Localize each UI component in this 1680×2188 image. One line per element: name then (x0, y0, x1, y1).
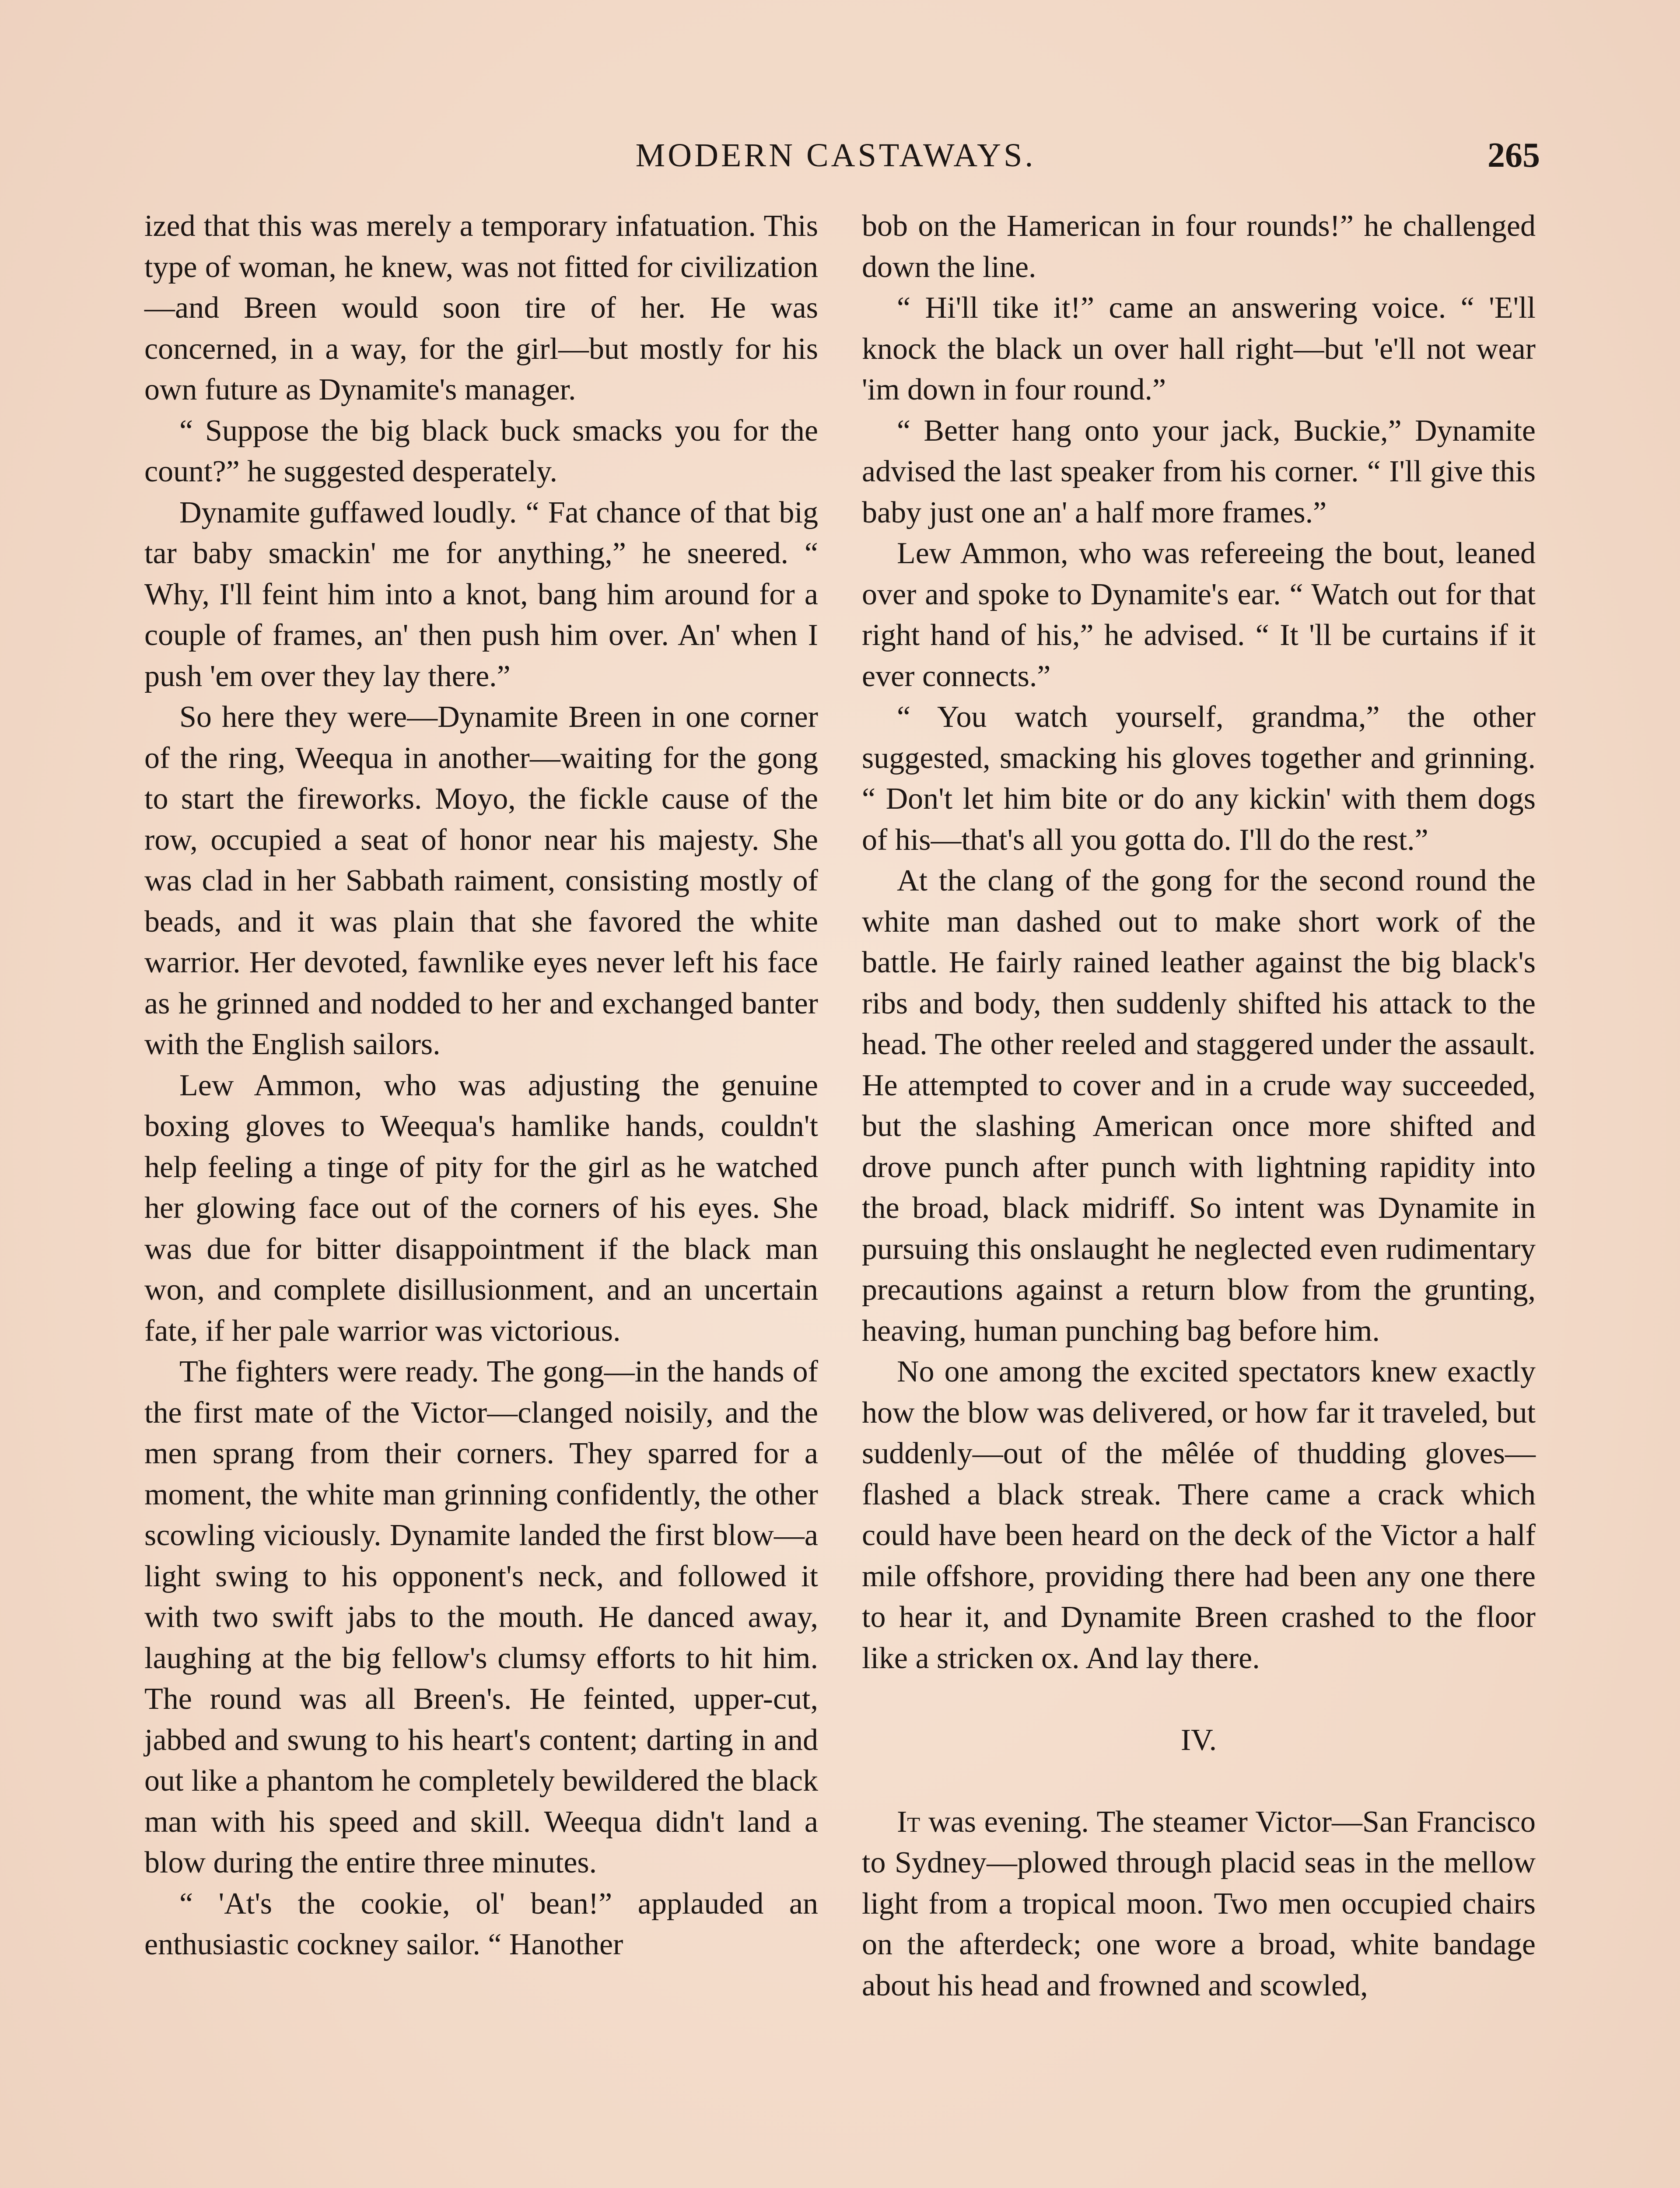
opening-text: was evening. The steamer Victor—San Francisco to Sydney—plowed through placid seas in the mellow light from a tropical moon. Two men occupied chairs on the afterdeck; one wore a broad, white bandage about his head and frowned and scowled, (862, 1805, 1536, 2002)
paragraph: The fighters were ready. The gong—in the hands of the first mate of the Victor—clanged noisily, and the men sprang from their corners. They sparred for a moment, the white man grinning confidently, the other scowling viciously. Dynamite landed the first blow—a light swing to his opponent's neck, and followed it with two swift jabs to the mouth. He danced away, laughing at the big fellow's clumsy efforts to hit him. The round was all Breen's. He feinted, upper-cut, jabbed and swung to his heart's content; darting in and out like a phantom he completely bewildered the black man with his speed and skill. Weequa didn't land a blow during the entire three minutes. (144, 1355, 818, 1879)
paragraph: Lew Ammon, who was adjusting the genuine boxing gloves to Weequa's hamlike hands, couldn't help feeling a tinge of pity for the girl as he watched her glowing face out of the corners of his eyes. She was due for bitter disappointment if the black man won, and complete disillusionment, and an uncertain fate, if her pale warrior was victorious. (144, 1068, 818, 1348)
left-column (144, 206, 818, 1965)
paragraph: “ Suppose the big black buck smacks you for the count?” he suggested desperately. (144, 414, 818, 488)
section-opening-paragraph (862, 1802, 1536, 2006)
text-columns (144, 206, 1540, 2188)
drop-word: It (897, 1805, 920, 1839)
page-header (131, 131, 1540, 179)
running-title: MODERN CASTAWAYS. (635, 137, 1036, 174)
paragraph: bob on the Hamerican in four rounds!” he challenged down the line. (862, 209, 1536, 284)
section-heading: IV. (1180, 1723, 1217, 1757)
paragraph: No one among the excited spectators knew exactly how the blow was delivered, or how far it traveled, but suddenly—out of the mêlée of thudding gloves—flashed a black streak. There came a crack which could have been heard on the deck of the Victor a half mile offshore, providing there had been any one there to hear it, and Dynamite Breen crashed to the floor like a stricken ox. And lay there. (862, 1355, 1536, 1675)
paragraph: ized that this was merely a temporary infatuation. This type of woman, he knew, was not fitted for civilization—and Breen would soon tire of her. He was concerned, in a way, for the girl—but mostly for his own future as Dynamite's manager. (144, 209, 818, 407)
paragraph: “ Hi'll tike it!” came an answering voice. “ 'E'll knock the black un over hall right—but 'e'll not wear 'im down in four round.” (862, 291, 1536, 407)
paragraph: Lew Ammon, who was refereeing the bout, leaned over and spoke to Dynamite's ear. “ Watch out for that right hand of his,” he advised. “ It 'll be curtains if it ever connects.” (862, 536, 1536, 693)
paragraph: Dynamite guffawed loudly. “ Fat chance of that big tar baby smackin' me for anything,” he sneered. “ Why, I'll feint him into a knot, bang him around for a couple of frames, an' then push him over. An' when I push 'em over they lay there.” (144, 495, 818, 693)
paragraph: “ 'At's the cookie, ol' bean!” applauded an enthusiastic cockney sailor. “ Hanother (144, 1886, 818, 1961)
paragraph: At the clang of the gong for the second round the white man dashed out to make short work of the battle. He fairly rained leather against the big black's ribs and body, then suddenly shifted his attack to the head. The other reeled and staggered under the assault. He attempted to cover and in a crude way succeeded, but the slashing American once more shifted and drove punch after punch with lightning rapidity into the broad, black midriff. So intent was Dynamite in pursuing this onslaught he neglected even rudimentary precautions against a return blow from the grunting, heaving, human punching bag before him. (862, 864, 1536, 1348)
right-column (862, 206, 1536, 2006)
page-number: 265 (1488, 136, 1540, 175)
paragraph: So here they were—Dynamite Breen in one corner of the ring, Weequa in another—waiting for the gong to start the fireworks. Moyo, the fickle cause of the row, occupied a seat of honor near his majesty. She was clad in her Sabbath raiment, consisting mostly of beads, and it was plain that she favored the white warrior. Her devoted, fawnlike eyes never left his face as he grinned and nodded to her and exchanged banter with the English sailors. (144, 700, 818, 1061)
paragraph: “ Better hang onto your jack, Buckie,” Dynamite advised the last speaker from his corner. “ I'll give this baby just one an' a half more frames.” (862, 414, 1536, 529)
paragraph: “ You watch yourself, grandma,” the other suggested, smacking his gloves together and grinning. “ Don't let him bite or do any kickin' with them dogs of his—that's all you gotta do. I'll do the rest.” (862, 700, 1536, 857)
